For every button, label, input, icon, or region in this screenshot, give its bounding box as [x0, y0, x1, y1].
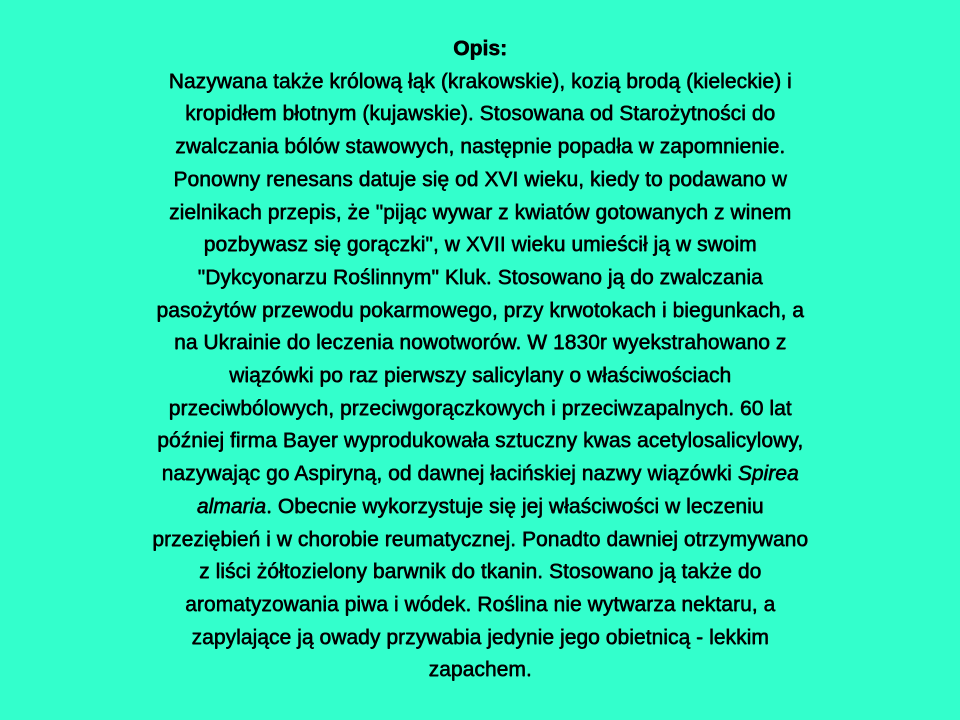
text-line: zwalczania bólów stawowych, następnie popadła w zapomnienie.: [174, 135, 786, 159]
text-line: kropidłem błotnym (kujawskie). Stosowana od Starożytności do: [184, 102, 776, 126]
text-line: wiązówki po raz pierwszy salicylany o właściwościach: [228, 364, 732, 388]
description-text-block: [70, 33, 890, 687]
text-line: na Ukrainie do leczenia nowotworów. W 1830r wyekstrahowano z: [173, 331, 787, 355]
text-line-with-latin-name: [70, 491, 890, 524]
text-line: pasożytów przewodu pokarmowego, przy krwotokach i biegunkach, a: [156, 298, 804, 322]
text-line: pozbywasz się gorączki", w XVII wieku umieścił ją w swoim: [203, 233, 757, 257]
text-line: Ponowny renesans datuje się od XVI wieku, kiedy to podawano w: [173, 167, 787, 191]
text-line: aromatyzowania piwa i wódek. Roślina nie wytwarza nektaru, a: [184, 592, 776, 616]
heading-opis: Opis:: [453, 37, 507, 60]
latin-name-spirea: Spirea: [737, 462, 799, 486]
text-line: Nazywana także królową łąk (krakowskie), kozią brodą (kieleckie) i: [168, 69, 792, 93]
text-line: przeziębień i w chorobie reumatycznej. Ponadto dawniej otrzymywano: [152, 527, 808, 551]
text-line: zapylające ją owady przywabia jedynie jego obietnicą - lekkim: [191, 625, 769, 649]
text-segment: nazywając go Aspiryną, od dawnej łacińskiej nazwy wiązówki: [161, 462, 738, 486]
text-line: "Dykcyonarzu Roślinnym" Kluk. Stosowano ją do zwalczania: [197, 265, 763, 289]
text-line: z liści żółtozielony barwnik do tkanin. Stosowano ją także do: [198, 560, 762, 584]
text-line-with-latin-name: [70, 458, 890, 491]
text-segment: . Obecnie wykorzystuje się jej właściwości w leczeniu: [265, 494, 764, 518]
text-line: zielnikach przepis, że "pijąc wywar z kwiatów gotowanych z winem: [168, 200, 792, 224]
latin-name-almaria: almaria: [196, 494, 266, 518]
text-line: zapachem.: [428, 658, 532, 682]
text-line: przeciwbólowych, przeciwgorączkowych i przeciwzapalnych. 60 lat: [168, 396, 792, 420]
text-line: później firma Bayer wyprodukowała sztuczny kwas acetylosalicylowy,: [157, 429, 803, 453]
